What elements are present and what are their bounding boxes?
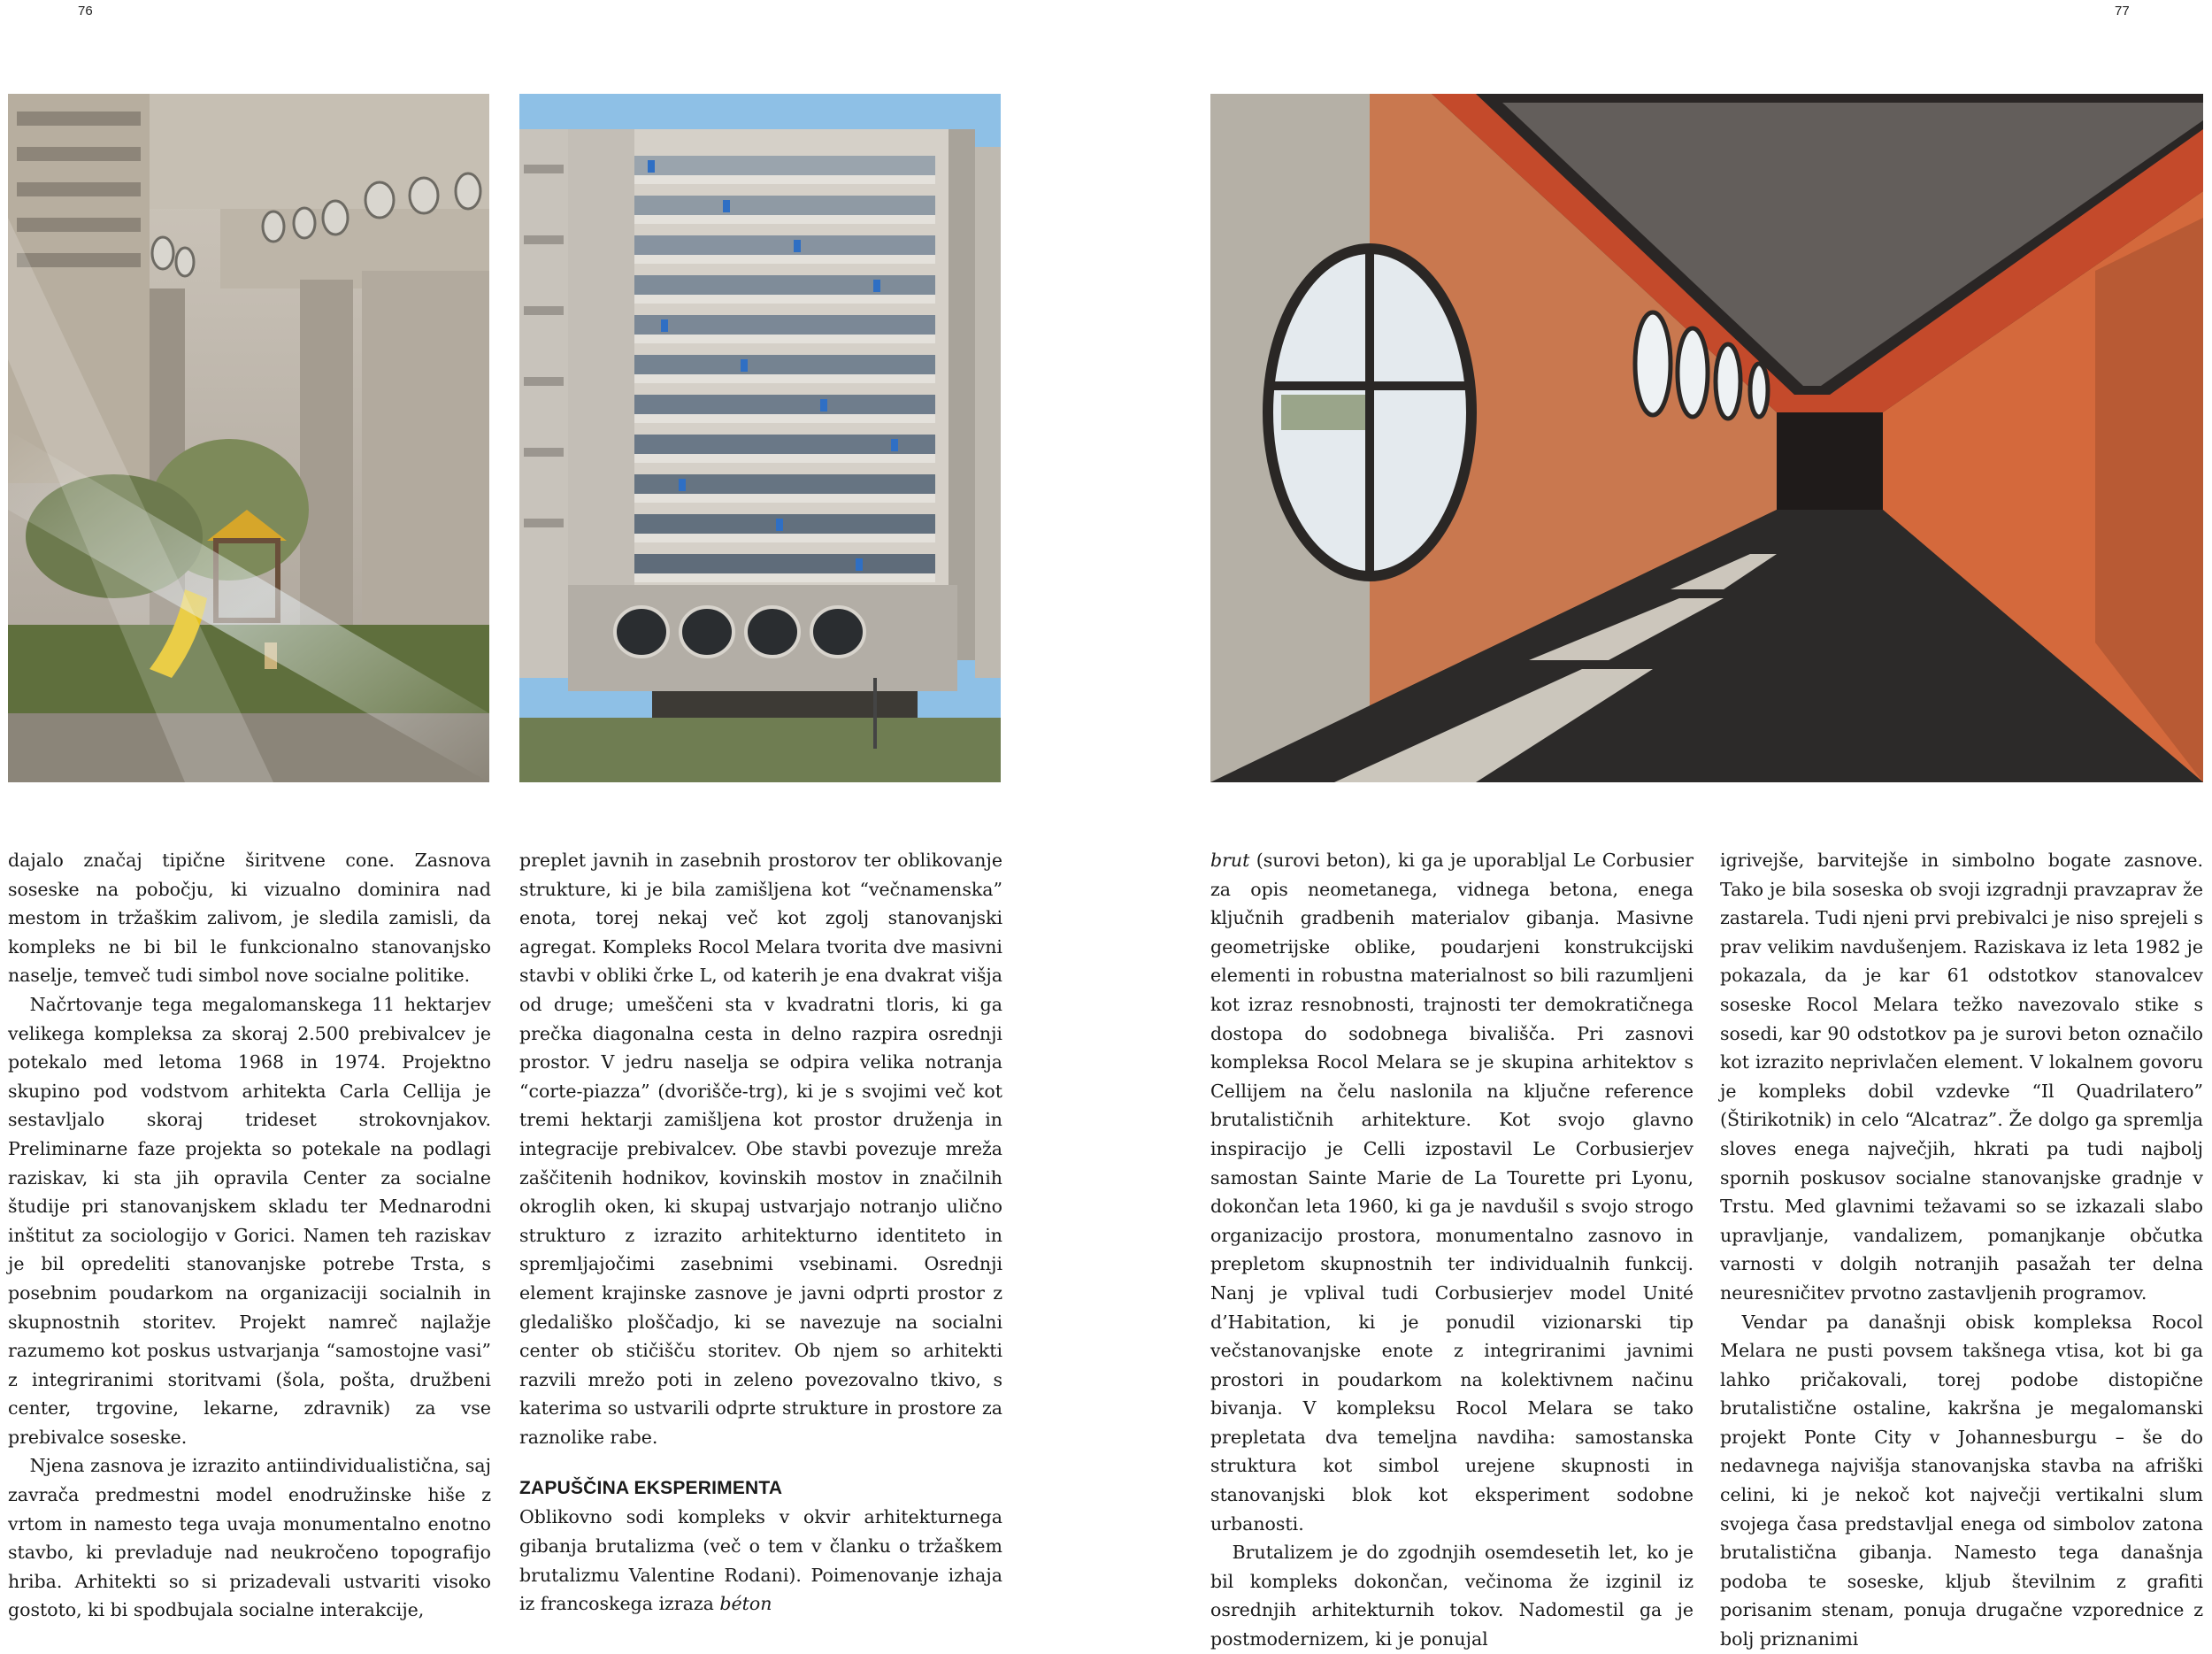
italic-term: béton	[719, 1593, 772, 1615]
photo-playground-under-building	[8, 94, 489, 782]
text-column-3	[1210, 846, 1694, 1654]
text-run: (surovi beton), ki ga je uporabljal Le Corbusier za opis neometanega, vidnega betona, enega ključnih gradbenih materialov gibanja. Masivne geometrijske oblike, poudarjeni konstrukcijski elementi in robustna materialnost so bili razumljeni kot izraz resnobnosti, trajnosti ter demokratičnega dostopa do sodobnega bivališča. Pri zasnovi kompleksa Rocol Melara se je skupina arhitektov s Cellijem na čelu naslonila na ključne reference brutalističnih arhitekture. Kot svojo glavno inspiracijo je Celli izpostavil Le Corbusierjev samostan Sainte Marie de La Tourette pri Lyonu, dokončan leta 1960, ki ga je navdušil s svojo strogo organizacijo prostora, monumentalno zasnovo in prepletom skupnostnih ter individualnih funkcij. Nanj je vplival tudi Corbusierjev model Unité d’Habitation, ki je ponudil vizionarski tip večstanovanjske enote z integriranimi javnimi prostori in poudarkom na kolektivnem načinu bivanja. V kompleksu Rocol Melara se tako prepletata dva temeljna navdiha: samostanska struktura kot simbol urejene skupnosti in stanovanjski blok kot eksperiment sodobne urbanosti.	[1210, 850, 1694, 1535]
photo-building-facade	[519, 94, 1001, 782]
paragraph: preplet javnih in zasebnih prostorov ter oblikovanje strukture, ki je bila zamišljena kot “večnamenska” enota, torej nekaj več kot zgolj stanovanjski agregat. Kompleks Rocol Melara tvorita dve masivni stavbi v obliki črke L, od katerih je ena dvakrat višja od druge; umeščeni sta v kvadratni tloris, ki ga prečka diagonalna cesta in delno razpira osrednji prostor. V jedru naselja se odpira velika notranja “corte-piazza” (dvorišče-trg), ki je s svojimi več kot tremi hektarji zamišljena kot prostor druženja in integracije prebivalcev. Obe stavbi povezuje mreža zaščitenih hodnikov, kovinskih mostov in značilnih okroglih oken, ki skupaj ustvarjajo notranjo ulično strukturo z izrazito arhitekturno identiteto in spremljajočimi zasebnimi vsebinami. Osrednji element krajinske zasnove je javni odprti prostor z gledališko ploščadjo, ki se navezuje na socialni center ob stičišču storitev. Ob njem so arhitekti razvili mrežo poti in zeleno povezovalno tkivo, s katerima so ustvarili odprte strukture in prostore za raznolike rabe.	[519, 850, 1002, 1448]
paragraph: Brutalizem je do zgodnjih osemdesetih let, ko je bil kompleks dokončan, večinoma že izginil iz osrednjih arhitekturnih tokov. Nadomestil ga je postmodernizem, ki je ponujal	[1210, 1542, 1694, 1650]
text-run: Oblikovno sodi kompleks v okvir arhitekturnega gibanja brutalizma (več o tem v članku o tržaškem brutalizmu Valentine Rodani). Poimenovanje izhaja iz francoskega izraza	[519, 1506, 1002, 1615]
paragraph: dajalo značaj tipične širitvene cone. Zasnova soseske na pobočju, ki vizualno dominira nad mestom in tržaškim zalivom, je sledila zamisli, da kompleks ne bi bil le funkcionalno stanovanjsko naselje, temveč tudi simbol nove socialne politike.	[8, 850, 491, 987]
text-column-4	[1720, 846, 2203, 1654]
page-number-right: 77	[2115, 4, 2130, 19]
paragraph: Njena zasnova je izrazito antiindividualistična, saj zavrača predmestni model enodružinske hiše z vrtom in namesto tega uvaja monumentalno enotno stavbo, ki prevladuje nad neukročeno topografijo hriba. Arhitekti so si prizadevali ustvariti visoko gostoto, ki bi spodbujala socialne interakcije,	[8, 1455, 491, 1621]
text-column-2	[519, 846, 1002, 1619]
paragraph: Načrtovanje tega megalomanskega 11 hektarjev velikega kompleksa za skoraj 2.500 prebivalcev je potekalo med letoma 1968 in 1974. Projektno skupino pod vodstvom arhitekta Carla Cellija je sestavljalo skoraj trideset strokovnjakov. Preliminarne faze projekta so potekale na podlagi raziskav, ki sta jih opravila Center za socialne študije pri stanovanjskem skladu ter Mednarodni inštitut za sociologijo v Gorici. Namen teh raziskav je bil opredeliti stanovanjske potrebe Trsta, s posebnim poudarkom na organizaciji socialnih in skupnostnih storitev. Projekt namreč najlažje razumemo kot poskus ustvarjanja “samostojne vasi” z integriranimi storitvami (šola, pošta, družbeni center, trgovine, lekarne, zdravnik) za vse prebivalce soseske.	[8, 993, 491, 1448]
photo-orange-corridor	[1210, 94, 2203, 782]
text-column-1	[8, 846, 491, 1625]
paragraph	[1210, 846, 1694, 1538]
paragraph	[519, 1503, 1002, 1618]
italic-term: brut	[1210, 850, 1250, 871]
page-number-left: 76	[78, 4, 93, 19]
paragraph: igrivejše, barvitejše in simbolno bogate zasnove. Tako je bila soseska ob svoji izgradnji pravzaprav že zastarela. Tudi njeni prvi prebivalci je niso sprejeli s prav velikim navdušenjem. Raziskava iz leta 1982 je pokazala, da je kar 61 odstotkov stanovalcev soseske Rocol Melara težko navezovalo stike s sosedi, kar 90 odstotkov pa je surovi beton označilo kot izrazito neprivlačen element. V lokalnem govoru je kompleks dobil vzdevke “Il Quadrilatero” (Štirikotnik) in celo “Alcatraz”. Že dolgo ga spremlja sloves enega največjih, hkrati pa tudi najbolj spornih poskusov socialne stanovanjske gradnje v Trstu. Med glavnimi težavami so se izkazali slabo upravljanje, vandalizem, pomanjkanje občutka varnosti v dolgih notranjih pasažah ter delna neuresničitev prvotno zastavljenih programov.	[1720, 850, 2203, 1304]
paragraph: Vendar pa današnji obisk kompleksa Rocol Melara ne pusti povsem takšnega vtisa, kot bi ga lahko pričakovali, torej podobe distopične brutalistične ostaline, kakršna je megalomanski projekt Ponte City v Johannesburgu – še do nedavnega najvišja stanovanjska stavba na afriški celini, ki je nekoč kot največji vertikalni slum svojega časa predstavljal enega od simbolov zatona brutalistična gibanja. Namesto tega današnja podoba te soseske, kljub številnim z grafiti porisanim stenam, ponuja drugačne vzporednice z bolj priznanimi	[1720, 1311, 2203, 1650]
section-heading: ZAPUŠČINA EKSPERIMENTA	[519, 1478, 783, 1499]
